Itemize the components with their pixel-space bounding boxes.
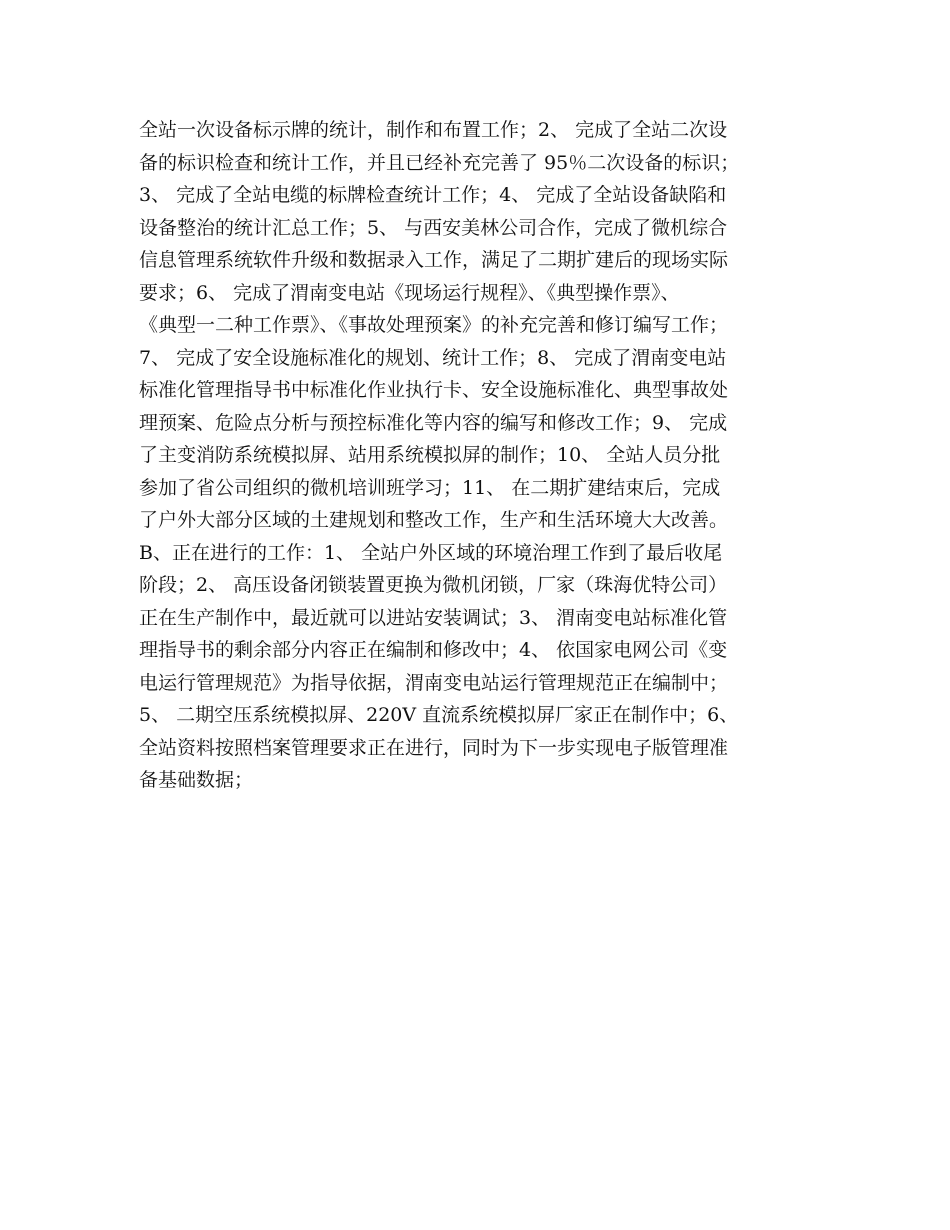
text-line: 了户外大部分区域的土建规划和整改工作，生产和生活环境大大改善。	[139, 509, 729, 531]
text-line: 理预案、危险点分析与预控标准化等内容的编写和修改工作；9、 完成	[139, 411, 728, 434]
text-line: 正在生产制作中，最近就可以进站安装调试；3、 渭南变电站标准化管	[139, 606, 728, 629]
text-line: 3、 完成了全站电缆的标牌检查统计工作；4、 完成了全站设备缺陷和	[139, 184, 727, 206]
text-line: 7、 完成了安全设施标准化的规划、统计工作；8、 完成了渭南变电站	[139, 346, 727, 369]
text-line: 电运行管理规范》为指导依据，渭南变电站运行管理规范正在编制中；	[139, 671, 729, 694]
body-text	[139, 114, 839, 797]
text-line: B、正在进行的工作：1、 全站户外区域的环境治理工作到了最后收尾	[139, 541, 723, 564]
text-line: 阶段；2、 高压设备闭锁装置更换为微机闭锁，厂家（珠海优特公司）	[139, 574, 728, 596]
text-line: 了主变消防系统模拟屏、站用系统模拟屏的制作；10、 全站人员分批	[139, 444, 721, 466]
text-line: 备基础数据；	[139, 769, 254, 791]
text-line: 全站资料按照档案管理要求正在进行，同时为下一步实现电子版管理准	[139, 736, 729, 759]
text-line: 标准化管理指导书中标准化作业执行卡、安全设施标准化、典型事故处	[139, 379, 729, 401]
text-line: 理指导书的剩余部分内容正在编制和修改中；4、 依国家电网公司《变	[139, 639, 728, 661]
text-line: 参加了省公司组织的微机培训班学习；11、 在二期扩建结束后，完成	[139, 476, 721, 499]
text-line: 备的标识检查和统计工作，并且已经补充完善了 95％二次设备的标识；	[139, 151, 740, 174]
text-line: 全站一次设备标示牌的统计，制作和布置工作；2、 完成了全站二次设	[139, 119, 728, 141]
text-line: 信息管理系统软件升级和数据录入工作，满足了二期扩建后的现场实际	[139, 249, 729, 271]
text-line: 《典型一二种工作票》、《事故处理预案》的补充完善和修订编写工作；	[139, 314, 729, 336]
text-line: 要求；6、 完成了渭南变电站《现场运行规程》、《典型操作票》、	[139, 281, 680, 304]
text-line: 5、 二期空压系统模拟屏、220V 直流系统模拟屏厂家正在制作中；6、	[139, 704, 739, 726]
text-line: 设备整治的统计汇总工作；5、 与西安美林公司合作，完成了微机综合	[139, 216, 728, 239]
